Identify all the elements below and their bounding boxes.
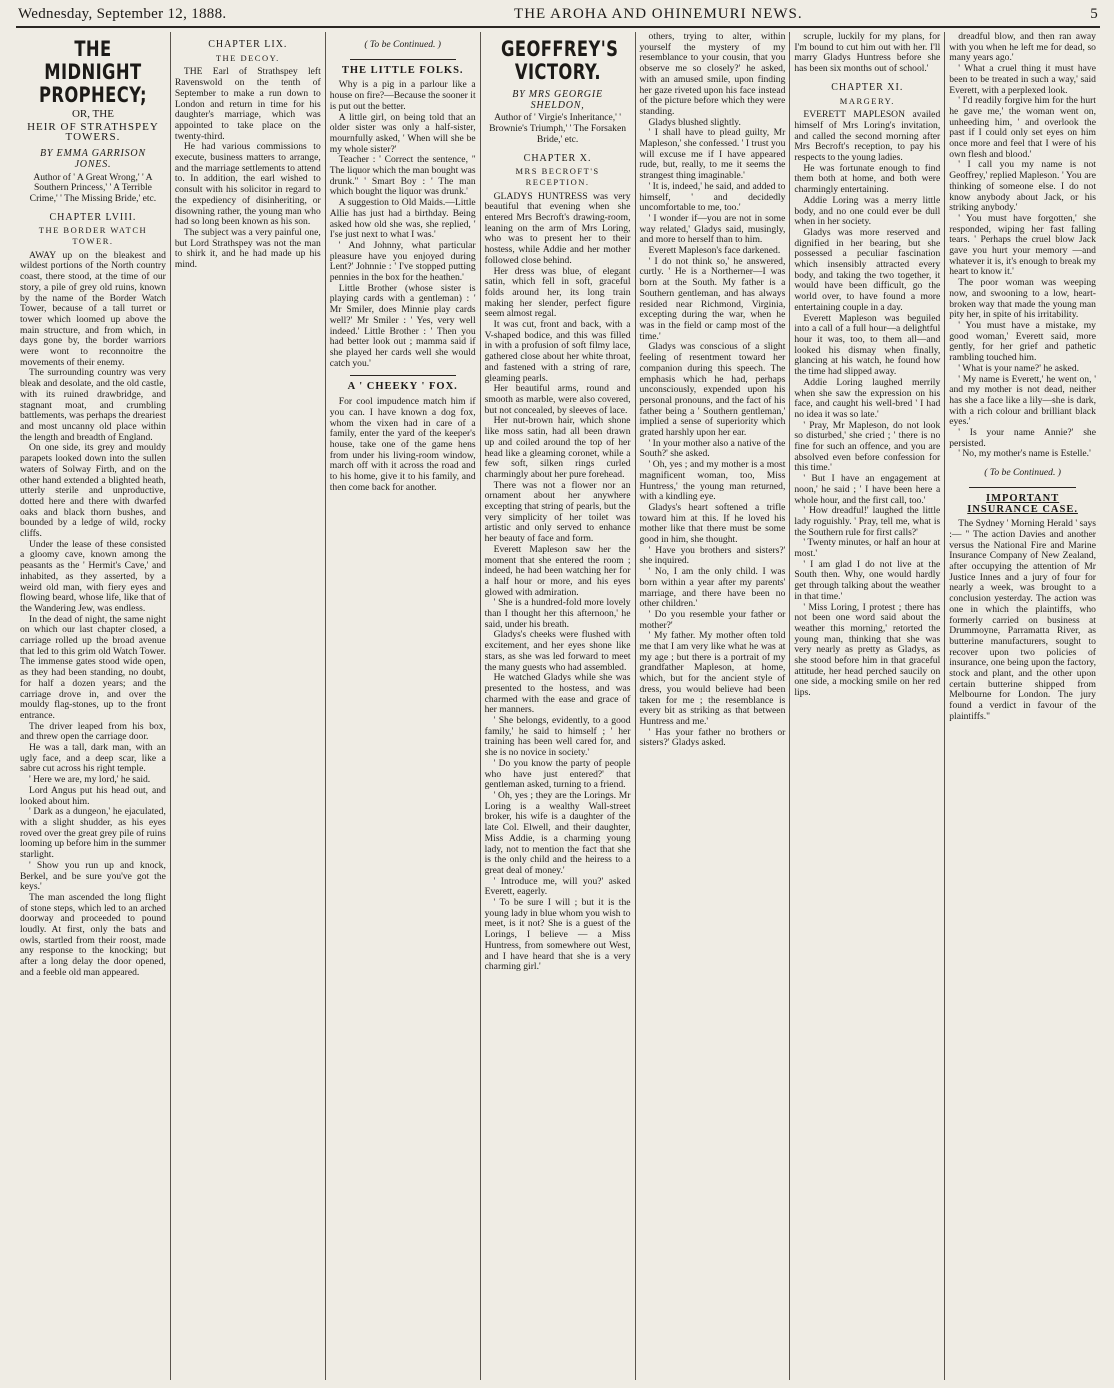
paragraph: Gladys blushed slightly.	[648, 116, 741, 128]
chapter-subheading: MRS BECROFT'S RECEPTION.	[515, 166, 600, 187]
paragraph: ' To be sure I will ; but it is the young lady in blue whom you wish to meet, is it not? She is a guest of the Lorings, I believe — a Miss Huntress, from somewhere out West, and I have heard that she is a very charming girl.'	[484, 897, 631, 973]
paragraph: ' No, I am the only child. I was born within a year after my parents' marriage, and there have been no other children.'	[639, 566, 786, 610]
story-title: GEOFFREY'S VICTORY.	[500, 37, 618, 84]
story-byline: BY MRS GEORGIE SHELDON,	[512, 89, 603, 111]
paragraph: Her nut-brown hair, which shone like moss satin, had all been drawn up and coiled around the top of her head like a gleaming coronet, while a few soft, silken rings curled charmingly about her pure forehead.	[484, 415, 631, 480]
paragraph: ' You must have a mistake, my good woman,' Everett said, more gently, for her grief and pathetic rambling touched him.	[949, 319, 1096, 364]
paragraph: ' Here we are, my lord,' he said.	[29, 774, 151, 786]
chapter-heading: CHAPTER X.	[523, 152, 592, 164]
paragraph: A suggestion to Old Maids.—Little Allie has just had a birthday. Being asked how old she was, she replied, ' I'se just next to what I was.'	[329, 197, 476, 241]
paragraph: ' Twenty minutes, or half an hour at most.'	[794, 537, 941, 560]
story-subtitle: HEIR OF STRATHSPEY TOWERS.	[27, 120, 159, 144]
story-title: THE MIDNIGHT PROPHECY;	[38, 37, 147, 107]
paragraph: Her dress was blue, of elegant satin, which fell in soft, graceful folds around her, its long train making her slender, perfect figure seem almost regal.	[484, 265, 631, 320]
story-or-line: OR, THE	[71, 108, 114, 120]
paragraph: The Sydney ' Morning Herald ' says :— " The action Davies and another versus the National Fire and Marine Insurance Company of New Zealand, after occupying the attention of Mr Justice Innes and a jury of four for nearly a week, was brought to a conclusion yesterday. The action was one in which the plaintiffs, who formerly carried on business at Drummoyne, Parramatta River, as butterine manufacturers, sought to recover upon two policies of insurance, one being upon the factory, stock and plant, and the other upon certain butterine shipped from Melbourne for London. The jury found a verdict in favour of the plaintiffs."	[949, 518, 1096, 722]
cheeky-fox-heading: A ' CHEEKY ' FOX.	[347, 381, 458, 393]
section-divider	[350, 59, 456, 60]
paragraph: The driver leaped from his box, and threw open the carriage door.	[20, 720, 166, 743]
paragraph: ' Introduce me, will you?' asked Everett, eagerly.	[484, 875, 631, 898]
author-note: Author of ' Virgie's Inheritance,' ' Brownie's Triumph,' ' The Forsaken Bride,' etc.	[489, 112, 627, 145]
paragraph: Under the lease of these consisted a gloomy cave, known among the peasants as the ' Hermit's Cave,' and inhabited, as they asserted, by a weird old man, with fiery eyes and flowing beard, whose life, like that of the Wandering Jew, was endless.	[20, 538, 166, 614]
paragraph: ' Show you run up and knock, Berkel, and be sure you've got the keys.'	[20, 859, 166, 893]
paragraph: Gladys's heart softened a trifle toward him at this. If he loved his mother like that there must be some good in him, she thought.	[639, 501, 786, 546]
paragraph: ' Pray, Mr Mapleson, do not look so disturbed,' she cried ; ' there is no fine for such an offence, and you are absolved even before confession for this time.'	[794, 419, 941, 474]
paragraph: The poor woman was weeping now, and swooning to a low, heart-broken way that made the young man pity her, in spite of his irritability.	[949, 277, 1096, 321]
paragraph: ' I call you my name is not Geoffrey,' replied Mapleson. ' You are thinking of someone else. I do not know anybody about Jack, or his striking anybody.'	[949, 159, 1096, 214]
paragraph: Why is a pig in a parlour like a house on fire?—Because the sooner it is put out the better.	[329, 79, 476, 112]
paragraph: In the dead of night, the same night on which our last chapter closed, a carriage rolled up the broad avenue that led to this grim old Watch Tower. The immense gates stood wide open, as they had been standing, no doubt, for half a dozen years; and the carriage drove in, and over the mouldy flag-stones, up to the front entrance.	[20, 613, 166, 721]
column-3	[326, 32, 481, 1380]
section-divider	[969, 487, 1076, 488]
paragraph: On one side, its grey and mouldy parapets looked down into the sullen waters of Solway Firth, and on the other hand extended a blighted heath, utterly sterile and unproductive, dotted here and there with dwarfed oaks and black thorn bushes, and bounded by a ledge of wild, rocky cliffs.	[20, 442, 166, 540]
paragraph: For cool impudence match him if you can. I have known a dog fox, whom the vixen had in care of a family, enter the yard of the keeper's house, take one of the game hens from under his living-room window, march off with it across the road and to his home, give it to his family, and then come back for another.	[329, 396, 476, 493]
paragraph: The man ascended the long flight of stone steps, which led to an arched doorway and proceeded to pound loudly. At first, only the bats and owls, startled from their roost, made any response to the knocking; but after a long delay the door opened, and a feeble old man appeared.	[20, 891, 166, 978]
paragraph: The surrounding country was very bleak and desolate, and the old castle, with its ruined drawbridge, and stagnant moat, and crumbling battlements, was perhaps the dreariest and most uncanny old place within the length and breadth of England.	[20, 367, 166, 443]
paragraph: ' Is your name Annie?' she persisted.	[949, 427, 1096, 449]
paragraph: dreadful blow, and then ran away with you when he left me for dead, so many years ago.'	[949, 32, 1096, 64]
paragraph: scruple, luckily for my plans, for I'm bound to cut him out with her. I'll marry Gladys Huntress before she has been six months out of school.'	[794, 32, 941, 75]
paragraph: ' Miss Loring, I protest ; there has not been one word said about the weather this morning,' retorted the young man, thinking that she was very nearly as pretty as Gladys, as she stood before him in that graceful attitude, her head perched saucily on one side, a mocking smile on her red lips.	[794, 601, 941, 699]
paragraph: Lord Angus put his head out, and looked about him.	[20, 784, 166, 807]
paragraph: Addie Loring laughed merrily when she saw the expression on his face, and caught his well-bred ' I had no idea it was so late.'	[794, 376, 941, 420]
chapter-subheading: THE DECOY.	[215, 52, 280, 63]
paragraph: GLADYS HUNTRESS was very beautiful that evening when she entered Mrs Becroft's drawing-room, leaning on the arm of Mrs Loring, who was to present her to their hostess, while Addie and her mother followed close behind.	[484, 190, 631, 266]
paragraph: ' No, my mother's name is Estelle.'	[958, 448, 1091, 460]
paragraph: Her beautiful arms, round and smooth as marble, were also covered, but not concealed, by sleeves of lace.	[484, 383, 631, 416]
paragraph: ' She belongs, evidently, to a good family,' he said to himself ; ' her training has been well cared for, and she is no novice in society.'	[484, 715, 631, 759]
paragraph: ' How dreadful!' laughed the little lady roguishly. ' Pray, tell me, what is the Southern rule for first calls?'	[794, 505, 941, 538]
paragraph: ' I'd readily forgive him for the hurt he gave me,' the woman went on, unheeding him, ' and overlook the past if I could only set eyes on him once more and feel that I were of his own flesh and blood.'	[949, 95, 1096, 160]
paper-name: THE AROHA AND OHINEMURI NEWS.	[514, 6, 803, 22]
paragraph: ' Dark as a dungeon,' he ejaculated, with a slight shudder, as his eyes roved over the great grey pile of ruins looming up before him in the summer starlight.	[20, 806, 166, 861]
page-number: 5	[1090, 6, 1098, 22]
chapter-heading: CHAPTER LIX.	[208, 39, 288, 50]
paragraph: It was cut, front and back, with a V-shaped bodice, and this was filled in with a profusion of soft filmy lace, gathered close about her white throat, and fastened with a string of rare, gleaming pearls.	[484, 319, 631, 384]
paragraph: ' I do not think so,' he answered, curtly. ' He is a Northerner—I was born at the South. My father is a Southern gentleman, and has always resided near Richmond, Virginia, excepting during the war, when he was in the field or camp most of the time.'	[639, 255, 786, 342]
chapter-heading: CHAPTER XI.	[831, 81, 904, 93]
paragraph: ' In your mother also a native of the South?' she asked.	[639, 437, 786, 460]
paragraph: He watched Gladys while she was presented to the hostess, and was charmed with the ease and grace of her manners.	[484, 672, 631, 716]
paragraph: Gladys was more reserved and dignified in her bearing, but she possessed a peculiar fascination which insensibly attracted every body, and taking the two together, it would have been difficult, go the world over, to have found a more entertaining couple in a day.	[794, 226, 941, 313]
paragraph: Gladys was conscious of a slight feeling of resentment toward her companion during this speech. The emphasis which he had, perhaps unconsciously, expended upon his personal pronouns, and the fact of his father being a ' Southern gentleman,' implied a sense of superiority which grated harshly upon her ear.	[639, 341, 786, 439]
little-folks-heading: THE LITTLE FOLKS.	[341, 64, 464, 76]
paragraph: EVERETT MAPLESON availed himself of Mrs Loring's invitation, and called the second morning after Mrs Becroft's reception, to pay his respects to the young ladies.	[794, 109, 941, 164]
paragraph: ' What is your name?' he asked.	[958, 362, 1080, 374]
columns	[16, 32, 1100, 1380]
paragraph: He had various commissions to execute, business matters to arrange, and the marriage settlements to attend to. In addition, the earl wished to consult with his solicitor in regard to the expediency of disinheriting, or disowning rather, the young man who had so long been known as his son.	[174, 141, 321, 228]
paragraph: ' It is, indeed,' he said, and added to himself, ' and decidedly uncomfortable to me, too.'	[639, 180, 786, 214]
column-2	[171, 32, 326, 1380]
paragraph: Addie Loring was a merry little body, and no one could ever be dull when in her society.	[794, 194, 941, 228]
to-be-continued: ( To be Continued. )	[364, 39, 442, 50]
paragraph: ' You must have forgotten,' she responded, wiping her fast falling tears. ' Perhaps the cruel blow Jack gave you hurt your memory —and whatever it is, it's enough to break my heart to know it.'	[949, 212, 1096, 278]
chapter-subheading: MARGERY.	[839, 95, 895, 106]
chapter-heading: CHAPTER LVIII.	[49, 211, 137, 223]
column-7	[945, 32, 1100, 1380]
paragraph: ' Oh, yes ; they are the Lorings. Mr Loring is a wealthy Wall-street broker, his wife is a daughter of the late Col. Elwell, and their daughter, Miss Addie, is a charming young lady, not to mention the fact that she is the only child and the heiress to a great deal of money.'	[484, 790, 631, 876]
paragraph: He was fortunate enough to find them both at home, and both were charmingly entertaining.	[794, 162, 941, 196]
paragraph: ' My father. My mother often told me that I am very like what he was at my age ; but there is a portrait of my grandfather Mapleson, at home, which, but for the ancient style of dress, you would believe had been taken for me ; the resemblance is every bit as striking as that between Huntress and me.'	[639, 630, 786, 727]
author-note: Author of ' A Great Wrong,' ' A Southern Princess,' ' A Terrible Crime,' ' The Missing Bride,' etc.	[29, 171, 157, 204]
column-4	[481, 32, 636, 1380]
paragraph: Gladys's cheeks were flushed with excitement, and her eyes shone like stars, as she was led forward to meet the many guests who had assembled.	[484, 629, 631, 673]
paragraph: Teacher : ' Correct the sentence, " The liquor which the man bought was drunk." ' Smart Boy : ' The man which bought the liquor was drunk.'	[329, 154, 476, 198]
paragraph: There was not a flower nor an ornament about her anywhere excepting that string of pearls, but the very simplicity of her toilet was artistic and only served to enhance her beauty of face and form.	[484, 479, 631, 545]
paragraph: A little girl, on being told that an older sister was only a half-sister, mournfully asked, ' When will she be my whole sister?'	[329, 111, 476, 155]
to-be-continued: ( To be Continued. )	[984, 467, 1061, 479]
section-divider	[350, 375, 456, 376]
story-byline: BY EMMA GARRISON JONES.	[39, 148, 146, 170]
paragraph: ' She is a hundred-fold more lovely than I thought her this afternoon,' he said, under his breath.	[484, 597, 631, 630]
paragraph: ' I am glad I do not live at the South then. Why, one would hardly get through talking about the weather in that time.'	[794, 558, 941, 602]
paragraph: Everett Mapleson's face darkened.	[648, 245, 781, 257]
column-5	[636, 32, 791, 1380]
paragraph: ' I wonder if—you are not in some way related,' Gladys said, musingly, and more to herself than to him.	[639, 212, 786, 246]
paragraph: ' Have you brothers and sisters?' she inquired.	[639, 544, 786, 567]
paragraph: others, trying to alter, within yourself the mystery of my resemblance to your cousin, that you observe me so closely?' he asked, with an amused smile, upon finding her gaze riveted upon his face instead of the picture before which they were standing.	[639, 32, 786, 117]
paragraph: Everett Mapleson saw her the moment that she entered the room ; indeed, he had been watching her for a half hour or more, and his eyes glowed with admiration.	[484, 543, 631, 598]
chapter-subheading: THE BORDER WATCH TOWER.	[38, 225, 148, 247]
column-1	[16, 32, 171, 1380]
paragraph: ' What a cruel thing it must have been to be treated in such a way,' said Everett, with a perplexed look.	[949, 63, 1096, 96]
paragraph: AWAY up on the bleakest and wildest portions of the North country coast, there stood, at the time of our story, a pile of grey old ruins, known by the name of the Border Watch Tower, because of a tall turret or tower which loomed up above the main structure, and from which, in days gone by, the border warriors were wont to reconnoitre the movements of their enemy.	[20, 249, 166, 368]
insurance-case-heading: IMPORTANT INSURANCE CASE.	[967, 492, 1078, 515]
paragraph: ' My name is Everett,' he went on, ' and my mother is not dead, neither has she a face like a lily—she is dark, with a rich colour and brilliant black eyes.'	[949, 373, 1096, 428]
paragraph: ' But I have an engagement at noon,' he said ; ' I have been here a whole hour, and the first call, too.'	[794, 473, 941, 506]
paragraph: ' And Johnny, what particular pleasure have you enjoyed during Lent?' Johnnie : ' I've stopped putting pennies in the box for the heathen.'	[329, 239, 476, 284]
issue-date: Wednesday, September 12, 1888.	[18, 6, 227, 22]
paragraph: ' Has your father no brothers or sisters?' Gladys asked.	[639, 726, 786, 749]
paragraph: Everett Mapleson was beguiled into a call of a full hour—a delightful hour it was, too, to them all—and looked his dismay when finally, glancing at his watch, he found how the time had slipped away.	[794, 312, 941, 378]
paragraph: THE Earl of Strathspey left Ravenswold on the tenth of September to make a run down to London and return in time for his daughter's marriage, which was appointed to take place on the twenty-third.	[174, 66, 321, 142]
masthead	[16, 6, 1100, 28]
column-6	[790, 32, 945, 1380]
paragraph: ' Do you know the party of people who have just entered?' that gentleman asked, turning to a friend.	[484, 757, 631, 791]
paragraph: ' I shall have to plead guilty, Mr Mapleson,' she confessed. ' I trust you will excuse me if I have appeared rude, but, really, to me it seems the strangest thing imaginable.'	[639, 127, 786, 182]
paragraph: He was a tall, dark man, with an ugly face, and a deep scar, like a sabre cut across his right temple.	[20, 742, 166, 775]
paragraph: ' Oh, yes ; and my mother is a most magnificent woman, too, Miss Huntress,' the young man returned, with a kindling eye.	[639, 459, 786, 503]
paragraph: Little Brother (whose sister is playing cards with a gentleman) : ' Mr Smiler, does Minnie play cards well?' Mr Smiler : ' Yes, very well indeed.' Little Brother : ' Then you had better look out ; mamma said if she played her cards well she would catch you.'	[329, 282, 476, 369]
paragraph: The subject was a very painful one, but Lord Strathspey was not the man to shirk it, and he had made up his mind.	[174, 226, 321, 271]
paragraph: ' Do you resemble your father or mother?'	[639, 608, 786, 631]
